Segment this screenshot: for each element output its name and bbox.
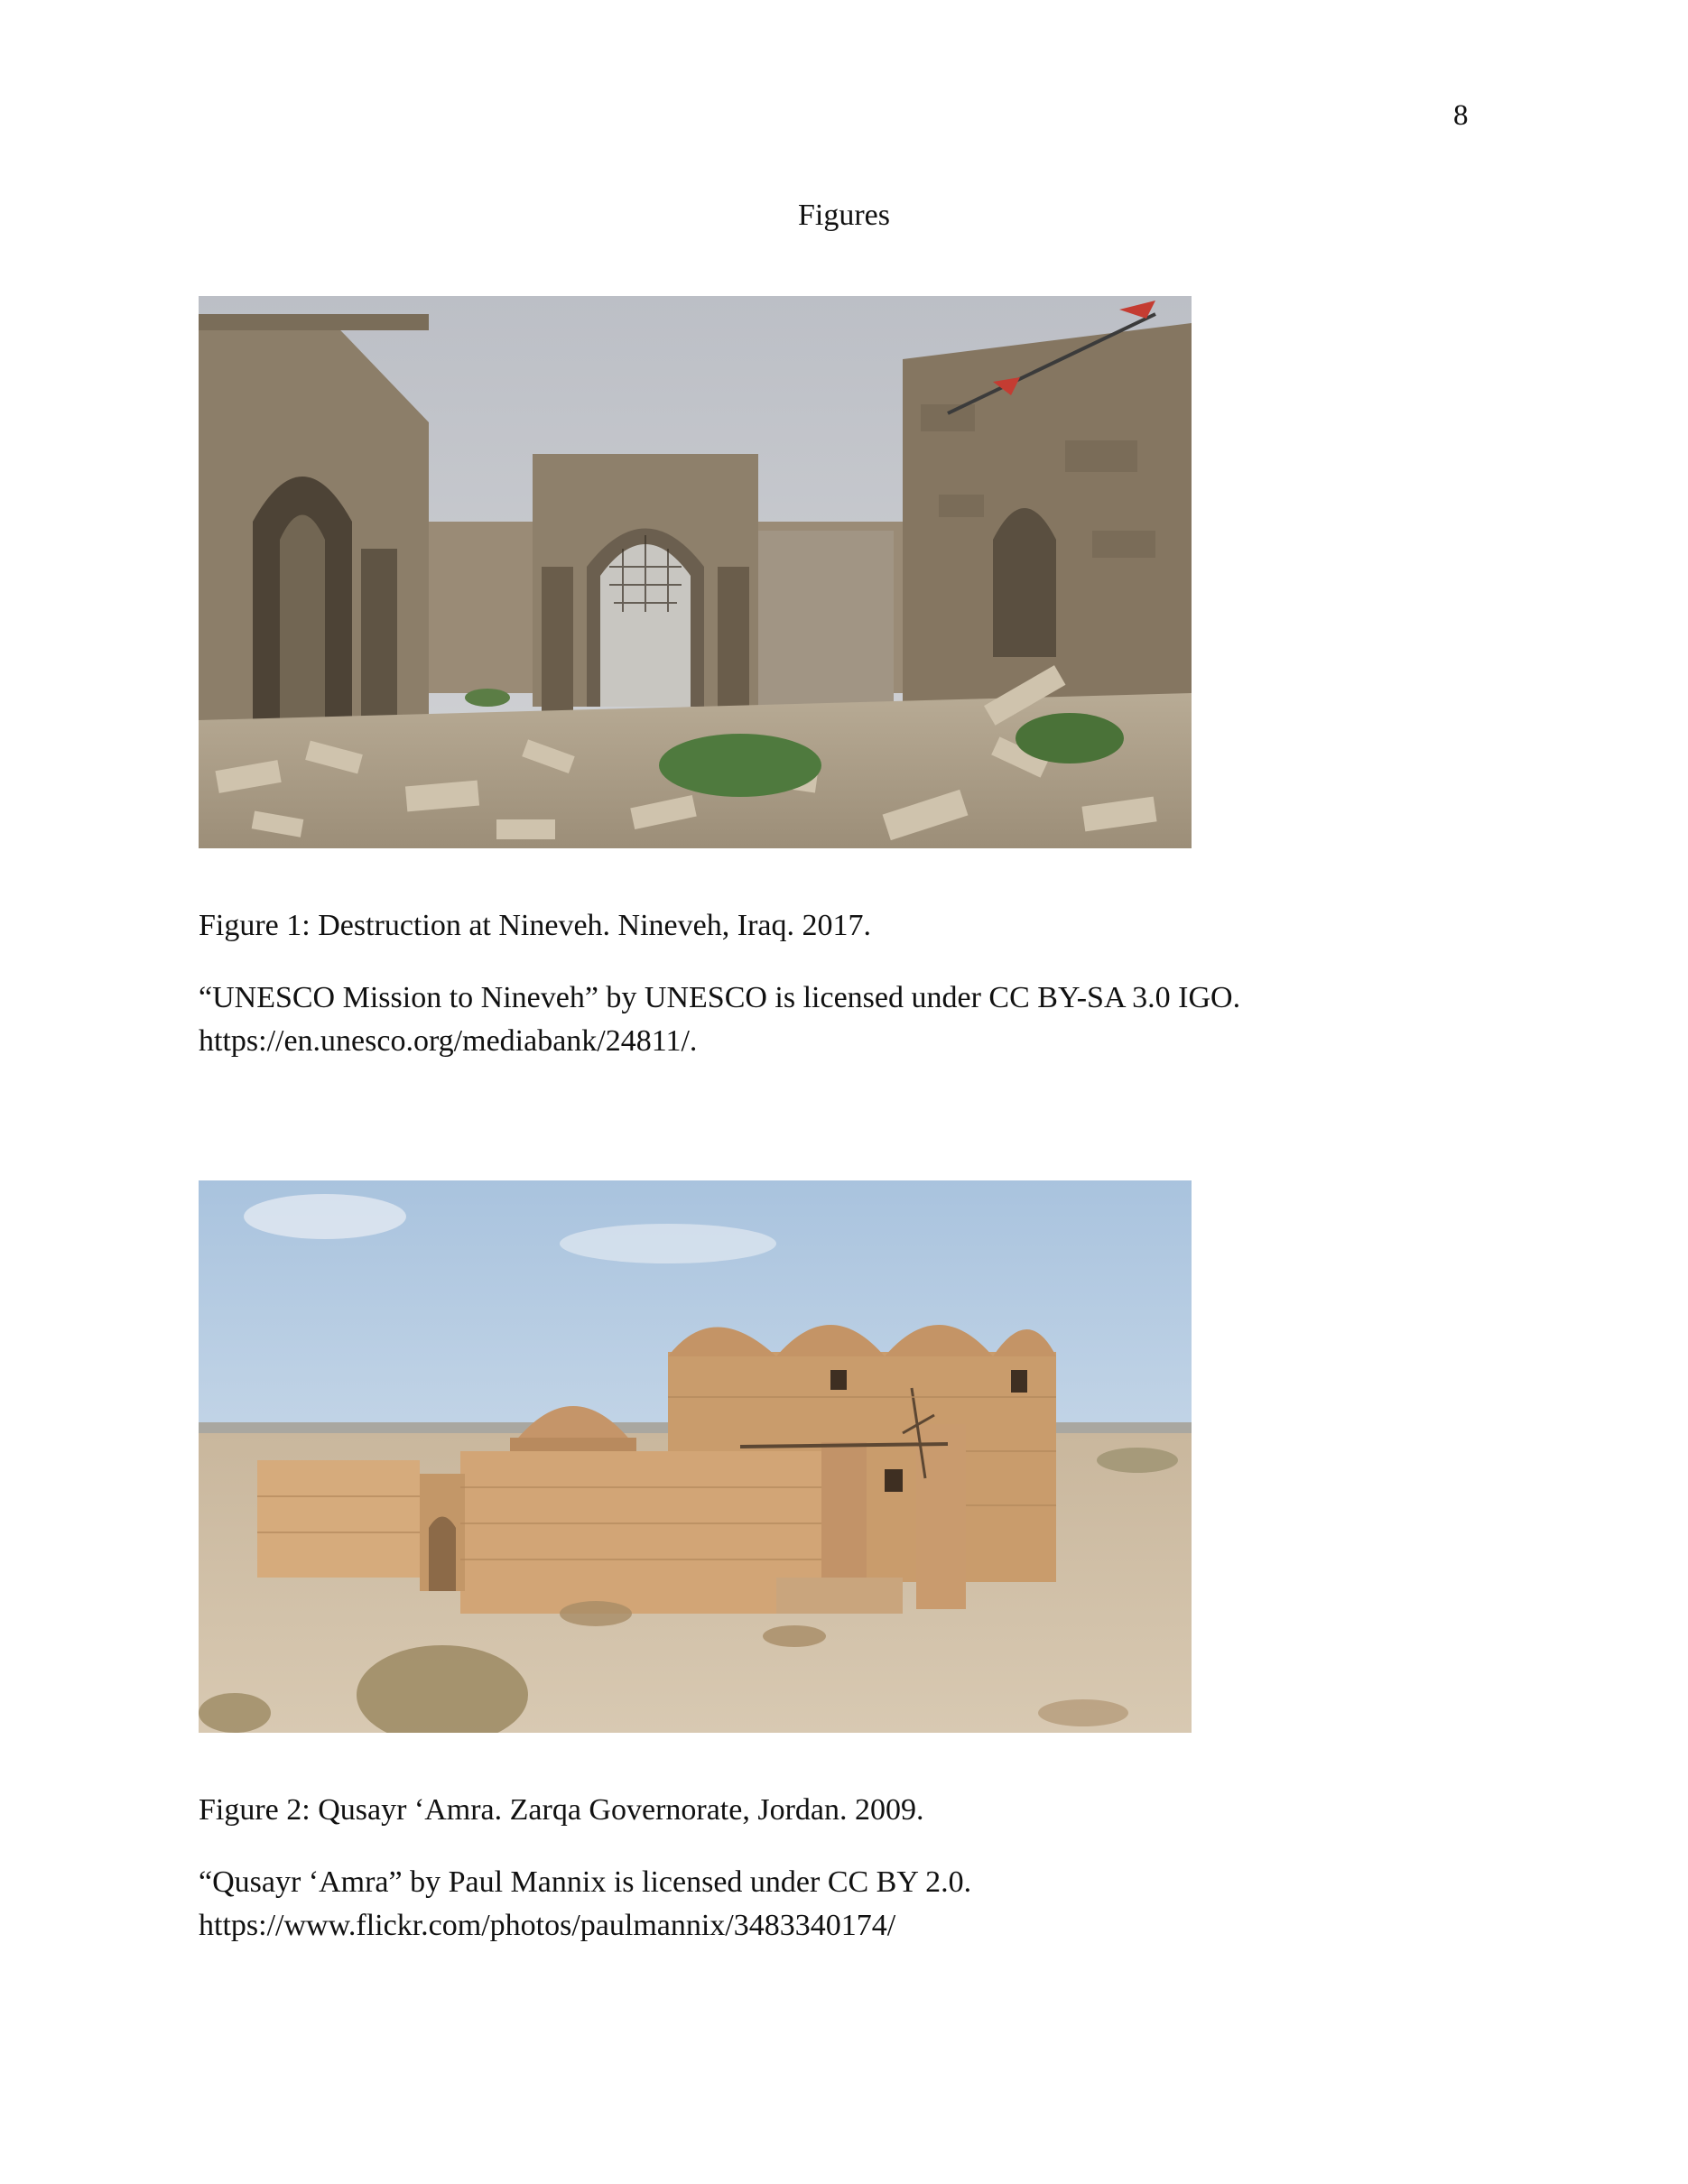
figure-2-caption: Figure 2: Qusayr ‘Amra. Zarqa Governorate, Jordan. 2009. bbox=[199, 1793, 924, 1827]
figure-1-photo bbox=[199, 296, 1192, 848]
page-number: 8 bbox=[1453, 99, 1469, 132]
figure-1-caption: Figure 1: Destruction at Nineveh. Nineveh, Iraq. 2017. bbox=[199, 909, 871, 942]
figure-1-source-url: https://en.unesco.org/mediabank/24811/. bbox=[199, 1024, 698, 1058]
figure-2-source-url: https://www.flickr.com/photos/paulmannix/3483340174/ bbox=[199, 1909, 896, 1942]
figure-1-credit: “UNESCO Mission to Nineveh” by UNESCO is licensed under CC BY-SA 3.0 IGO. bbox=[199, 981, 1241, 1014]
figure-2-credit: “Qusayr ‘Amra” by Paul Mannix is licensed under CC BY 2.0. bbox=[199, 1865, 972, 1899]
figure-2-photo bbox=[199, 1180, 1192, 1733]
page-heading: Figures bbox=[798, 199, 890, 232]
